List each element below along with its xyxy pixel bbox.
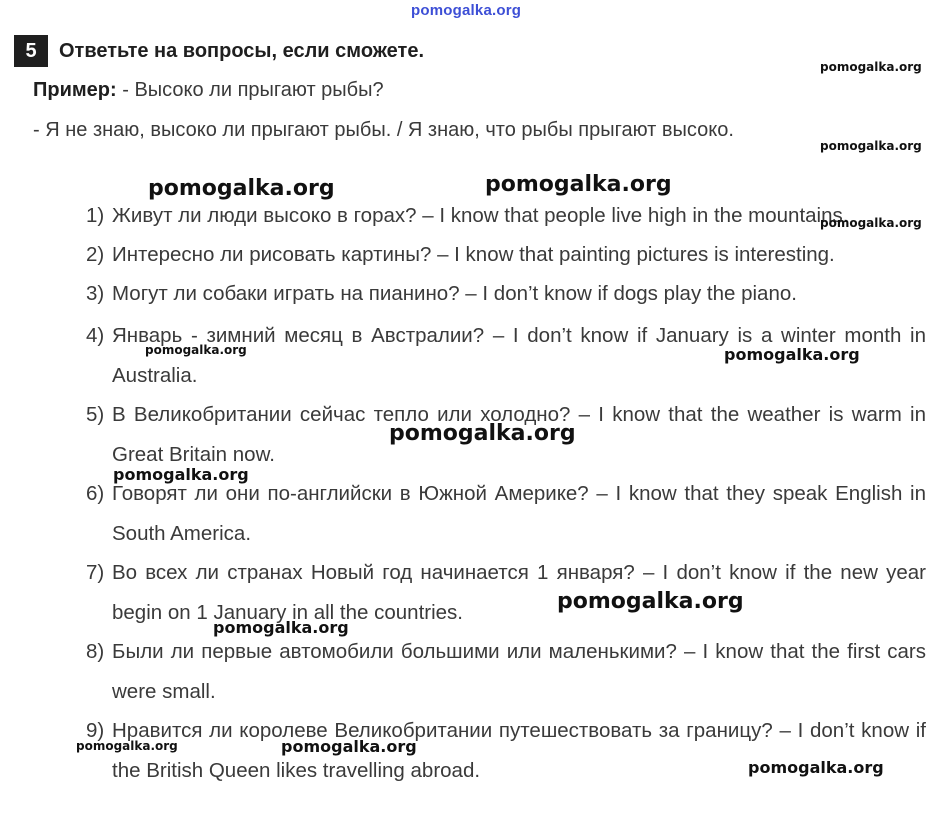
watermark: pomogalka.org	[389, 421, 576, 446]
item-text: Могут ли собаки играть на пианино? – I don’t know if dogs play the piano.	[112, 282, 797, 305]
item-number: 6)	[86, 482, 105, 505]
item-text: Нравится ли королеве Великобритании путешествовать за границу? – I don’t know if the British Queen likes travelling abroad.	[112, 719, 926, 782]
example-answer: - Я не знаю, высоко ли прыгают рыбы. / Я знаю, что рыбы прыгают высоко.	[33, 119, 734, 141]
list-item	[86, 711, 926, 790]
item-text: Говорят ли они по-английски в Южной Америке? – I know that they speak English in South America.	[112, 482, 926, 545]
item-text: Интересно ли рисовать картины? – I know that painting pictures is interesting.	[112, 243, 835, 266]
list-item	[86, 632, 926, 711]
item-text: Живут ли люди высоко в горах? – I know that people live high in the mountains.	[112, 204, 849, 227]
watermark: pomogalka.org	[281, 737, 417, 756]
watermark: pomogalka.org	[724, 345, 860, 364]
item-number: 2)	[86, 243, 105, 266]
item-number: 1)	[86, 204, 105, 227]
watermark: pomogalka.org	[145, 343, 247, 357]
watermark: pomogalka.org	[76, 739, 178, 753]
item-number: 4)	[86, 324, 105, 347]
watermark-top: pomogalka.org	[411, 2, 522, 19]
list-item	[86, 196, 926, 236]
list-item	[86, 235, 926, 275]
item-text: Во всех ли странах Новый год начинается 1 января? – I don’t know if the new year begin on 1 January in all the countries.	[112, 561, 926, 624]
item-number: 5)	[86, 403, 105, 426]
watermark: pomogalka.org	[557, 589, 744, 614]
example-question-line	[33, 79, 384, 102]
item-number: 7)	[86, 561, 105, 584]
watermark: pomogalka.org	[213, 618, 349, 637]
item-text: В Великобритании сейчас тепло или холодно? – I know that the weather is warm in Great Britain now.	[112, 403, 926, 466]
watermark: pomogalka.org	[748, 758, 884, 777]
list-item	[86, 274, 926, 314]
watermark: pomogalka.org	[820, 139, 922, 153]
list-item	[86, 553, 926, 632]
exercise-title: Ответьте на вопросы, если сможете.	[59, 40, 425, 62]
item-text: Январь - зимний месяц в Австралии? – I don’t know if January is a winter month in Australia.	[112, 324, 926, 387]
item-number: 9)	[86, 719, 105, 742]
watermark: pomogalka.org	[485, 172, 672, 197]
exercise-number: 5	[14, 35, 48, 67]
item-number: 3)	[86, 282, 105, 305]
item-number: 8)	[86, 640, 105, 663]
watermark: pomogalka.org	[820, 216, 922, 230]
example-question: - Высоко ли прыгают рыбы?	[116, 79, 384, 101]
item-text: Были ли первые автомобили большими или маленькими? – I know that the first cars were small.	[112, 640, 926, 703]
watermark: pomogalka.org	[820, 60, 922, 74]
watermark: pomogalka.org	[148, 176, 335, 201]
list-item	[86, 474, 926, 553]
example-label: Пример:	[33, 79, 117, 101]
watermark: pomogalka.org	[113, 465, 249, 484]
